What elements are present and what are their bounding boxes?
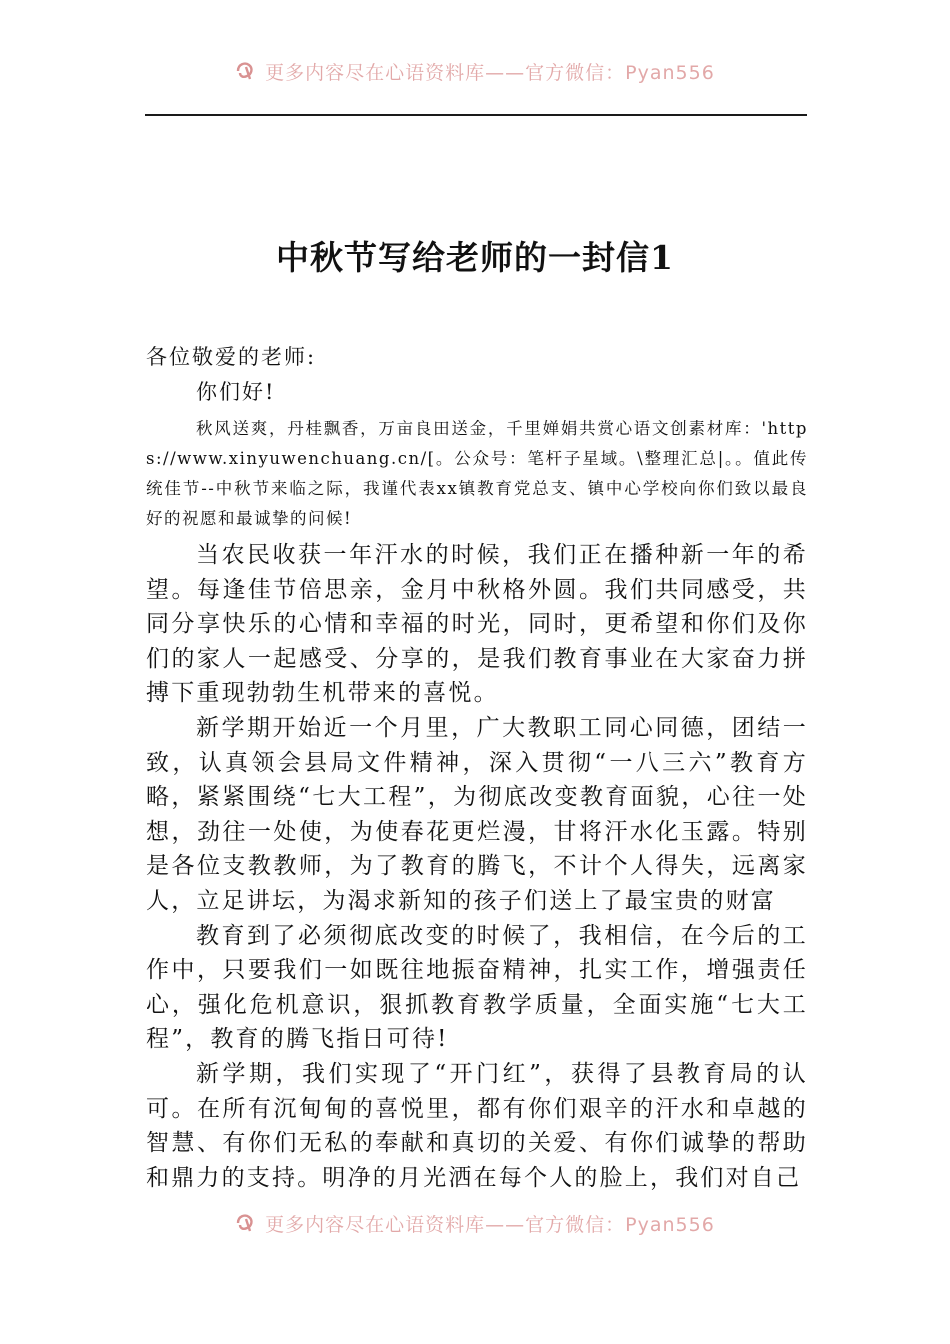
body-paragraph: 新学期开始近一个月里，广大教职工同心同德，团结一致，认真领会县局文件精神，深入贯彻“一八三六”教育方略，紧紧围绕“七大工程”，为彻底改变教育面貌，心往一处想，劲往一处使，为使春花更烂漫，甘将汗水化玉露。特别是各位支教教师，为了教育的腾飞，不计个人得失，远离家人，立足讲坛，为渴求新知的孩子们送上了最宝贵的财富	[146, 714, 808, 914]
hello-line: 你们好!	[196, 380, 276, 404]
intro-paragraph: 秋风送爽，丹桂飘香，万亩良田送金，千里婵娟共赏心语文创素材库：'https://www.xinyuwenchuang.cn/[。公众号：笔杆子星域。\整理汇总|。。值此传统佳节--中秋节来临之际，我谨代表xx镇教育党总支、镇中心学校向你们致以最良好的祝愿和最诚挚的问候!	[146, 419, 808, 528]
body-paragraph: 新学期，我们实现了“开门红”，获得了县教育局的认可。在所有沉甸甸的喜悦里，都有你们艰辛的汗水和卓越的智慧、有你们无私的奉献和真切的关爱、有你们诚挚的帮助和鼎力的支持。明净的月光洒在每个人的脸上，我们对自己	[146, 1060, 808, 1191]
header-watermark	[0, 56, 950, 86]
watermark-logo-icon	[235, 1211, 259, 1235]
footer-watermark	[0, 1208, 950, 1238]
watermark-text: 更多内容尽在心语资料库——官方微信：Pyan556	[265, 61, 715, 84]
watermark-logo-icon	[235, 59, 259, 83]
body-paragraph: 教育到了必须彻底改变的时候了，我相信，在今后的工作中，只要我们一如既往地振奋精神，扎实工作，增强责任心，强化危机意识，狠抓教育教学质量，全面实施“七大工程”，教育的腾飞指日可待!	[146, 922, 808, 1053]
letter-body	[146, 340, 808, 1195]
watermark-text: 更多内容尽在心语资料库——官方微信：Pyan556	[265, 1213, 715, 1236]
body-paragraph: 当农民收获一年汗水的时候，我们正在播种新一年的希望。每逢佳节倍思亲，金月中秋格外圆。我们共同感受，共同分享快乐的心情和幸福的时光，同时，更希望和你们及你们的家人一起感受、分享的，是我们教育事业在大家奋力拼搏下重现勃勃生机带来的喜悦。	[146, 542, 808, 707]
greeting-line: 各位敬爱的老师:	[146, 345, 317, 369]
document-title: 中秋节写给老师的一封信1	[276, 238, 674, 278]
header-divider	[145, 114, 807, 116]
